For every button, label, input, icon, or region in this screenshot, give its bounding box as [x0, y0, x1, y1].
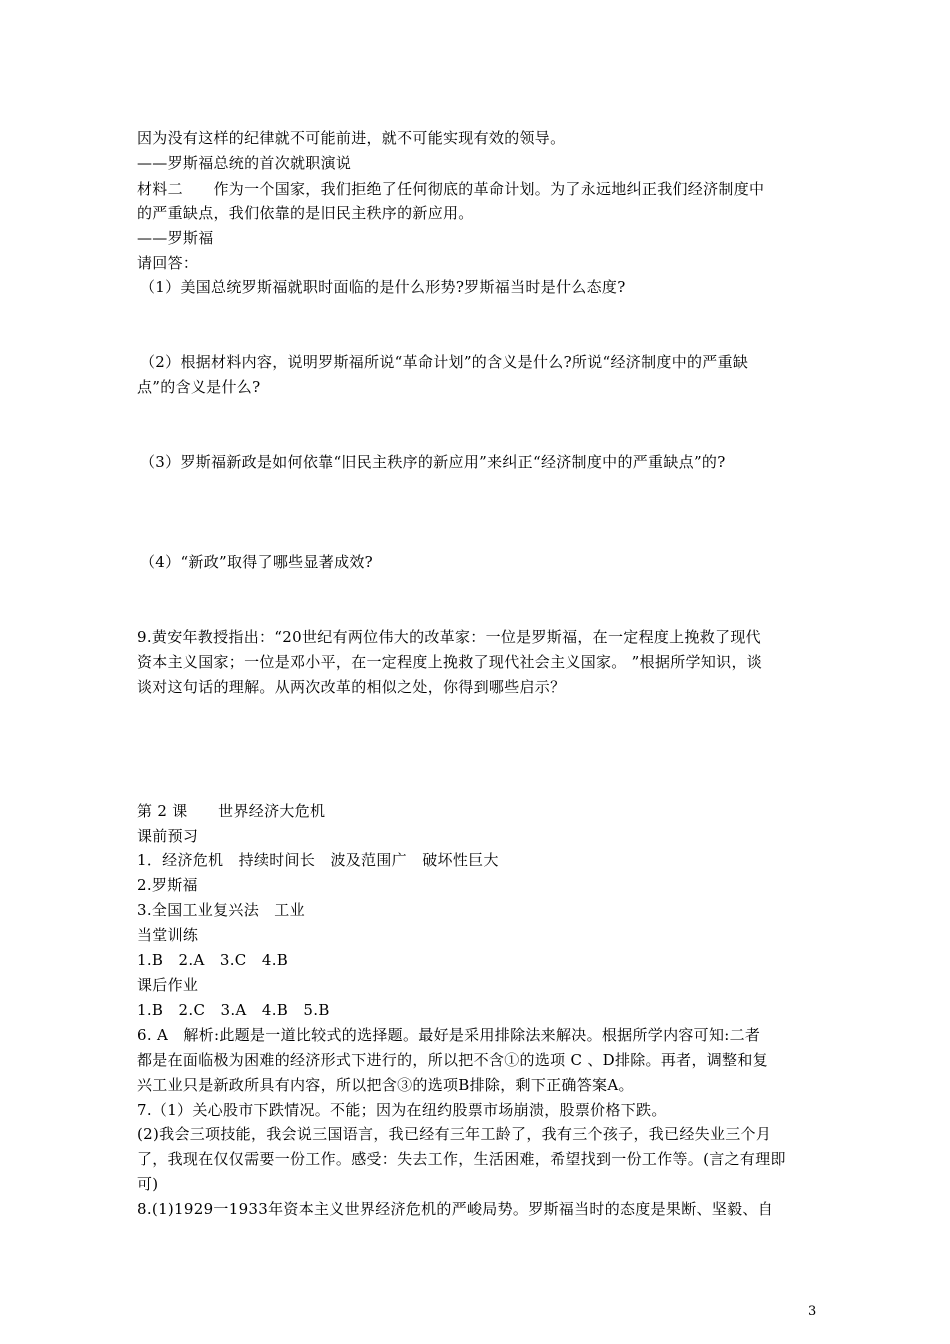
lesson-title: 第 2 课 世界经济大危机: [137, 802, 326, 820]
answer-6-line2: 都是在面临极为困难的经济形式下进行的，所以把不含①的选项 C 、D排除。再者，调整和复: [137, 1051, 768, 1069]
answer-6-line1: 6. A 解析:此题是一道比较式的选择题。最好是采用排除法来解决。根据所学内容可知:二者: [137, 1026, 761, 1044]
preview-answer-3: 3.全国工业复兴法 工业: [137, 901, 305, 919]
material1-source: ——罗斯福总统的首次就职演说: [137, 154, 352, 172]
question-2-line2: 点”的含义是什么?: [137, 378, 261, 396]
question-9-line3: 谈对这句话的理解。从两次改革的相似之处，你得到哪些启示？: [137, 678, 566, 696]
answer-7-line1: 7.（1）关心股市下跌情况。不能；因为在纽约股票市场崩溃，股票价格下跌。: [137, 1101, 667, 1119]
preview-answer-2: 2.罗斯福: [137, 876, 198, 894]
question-1: （1）美国总统罗斯福就职时面临的是什么形势?罗斯福当时是什么态度?: [140, 278, 626, 296]
answer-7-line2: (2)我会三项技能，我会说三国语言，我已经有三年工龄了，我有三个孩子，我已经失业三个月: [137, 1125, 772, 1143]
question-4: （4）“新政”取得了哪些显著成效?: [140, 553, 374, 571]
question-3: （3）罗斯福新政是如何依靠“旧民主秩序的新应用”来纠正“经济制度中的严重缺点”的?: [140, 453, 726, 471]
answer-prompt: 请回答：: [137, 254, 199, 272]
answer-7-line3: 了，我现在仅仅需要一份工作。感受：失去工作，生活困难，希望找到一份工作等。(言之有理即: [137, 1150, 786, 1168]
preview-heading: 课前预习: [137, 827, 199, 845]
material2-text-line2: 的严重缺点，我们依靠的是旧民主秩序的新应用。: [137, 204, 474, 222]
class-training-answers: 1.B 2.A 3.C 4.B: [137, 951, 289, 969]
material1-end-text: 因为没有这样的纪律就不可能前进，就不可能实现有效的领导。: [137, 129, 566, 147]
question-9-line1: 9.黄安年教授指出：“20世纪有两位伟大的改革家：一位是罗斯福，在一定程度上挽救了现代: [137, 628, 761, 646]
class-training-heading: 当堂训练: [137, 926, 199, 944]
material2-source: ——罗斯福: [137, 229, 214, 247]
material2-text-line1: 材料二 作为一个国家，我们拒绝了任何彻底的革命计划。为了永远地纠正我们经济制度中: [137, 180, 765, 198]
page-number: 3: [808, 1304, 817, 1319]
answer-7-line4: 可): [137, 1175, 159, 1193]
preview-answer-1: 1．经济危机 持续时间长 波及范围广 破坏性巨大: [137, 851, 499, 869]
question-9-line2: 资本主义国家；一位是邓小平，在一定程度上挽救了现代社会主义国家。 ”根据所学知识，谈: [137, 653, 763, 671]
homework-answers: 1.B 2.C 3.A 4.B 5.B: [137, 1001, 330, 1019]
answer-6-line3: 兴工业只是新政所具有内容，所以把含③的选项B排除，剩下正确答案A。: [137, 1076, 634, 1094]
question-2-line1: （2）根据材料内容，说明罗斯福所说“革命计划”的含义是什么?所说“经济制度中的严重缺: [140, 353, 749, 371]
answer-8-line1: 8.(1)1929一1933年资本主义世界经济危机的严峻局势。罗斯福当时的态度是果断、坚毅、自: [137, 1200, 774, 1218]
homework-heading: 课后作业: [137, 976, 199, 994]
